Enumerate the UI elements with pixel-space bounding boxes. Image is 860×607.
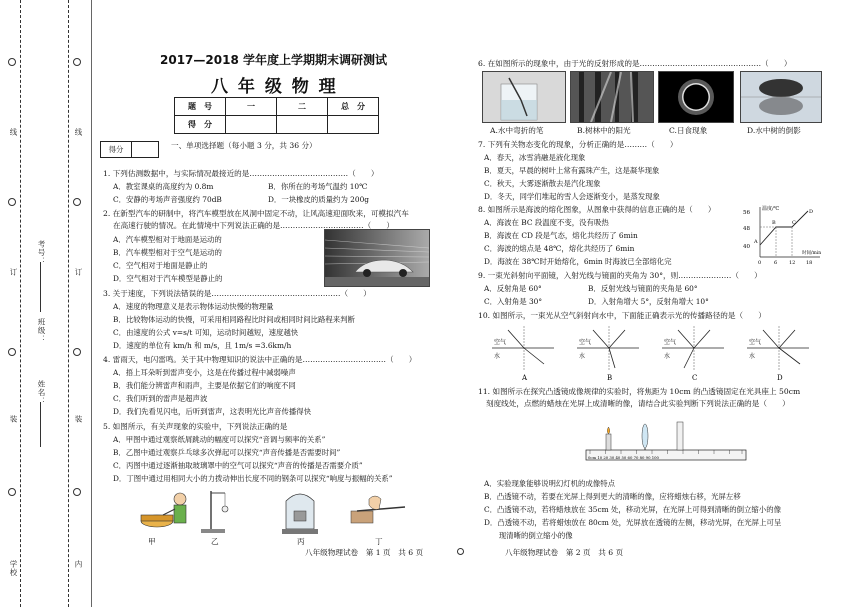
margin-line-mark: 线: [9, 128, 18, 137]
q1-option-d[interactable]: D．一块橡皮的质量约为 200g: [268, 195, 370, 204]
q5-option-c[interactable]: C．丙图中通过逐渐抽取玻璃罩中的空气可以探究“声音的传播是否需要介质”: [113, 461, 363, 470]
margin-bind-mark: 装: [9, 415, 18, 424]
q8-option-b[interactable]: B．海波在 CD 段是气态，熔化共经历了 6min: [484, 231, 638, 240]
question-9: 9. 一束光斜射向平面镜，入射光线与镜面的夹角为 30°，则…………………（ ）: [478, 271, 762, 280]
margin-line-mark-inner: 线: [74, 128, 83, 137]
q11-option-d-cont: 现清晰的倒立缩小的像: [484, 531, 573, 540]
q8-option-d[interactable]: D．海波在 38℃时开始熔化，6min 时海波已全部熔化完: [484, 257, 672, 266]
q5-tuning-fork-illustration: [197, 487, 233, 535]
binding-hole: [8, 58, 16, 66]
q10-diagram-d: [747, 326, 809, 370]
q3-option-d[interactable]: D．速度的单位有 km/h 和 m/s，且 1m/s =3.6km/h: [113, 341, 292, 350]
q2-option-c[interactable]: C．空气相对于地面是静止的: [113, 261, 208, 270]
question-4: 4. 雷雨天，电闪雷鸣。关于其中物理知识的说法中正确的是……………………………（ ）: [103, 355, 417, 364]
exam-no-field[interactable]: [40, 262, 42, 312]
binding-line-middle: [68, 0, 69, 607]
q10-air-label-a: 空气: [494, 339, 507, 346]
q11-option-c[interactable]: C．凸透镜不动，若将蜡烛放在 35cm 处，移动光屏，在光屏上可得到清晰的倒立缩小的像: [484, 505, 781, 514]
q10-label-a[interactable]: A: [522, 374, 528, 382]
q8-xtick-6: 6: [774, 260, 778, 265]
q2-option-d[interactable]: D．空气相对于汽车模型是静止的: [113, 274, 223, 283]
q7-option-d[interactable]: D．冬天，同学们堆起的雪人会逐渐变小，是蒸发现象: [484, 192, 660, 201]
page-center-mark: [457, 548, 464, 555]
q7-option-c[interactable]: C．秋天，大雾逐渐散去是汽化现象: [484, 179, 601, 188]
score-cell[interactable]: [226, 116, 277, 134]
q6-caption-c[interactable]: C.日食现象: [669, 126, 708, 135]
score-table-header: 二: [277, 98, 328, 116]
question-2-cont: 在高速行驶的情况。在此情境中下列说法正确的是……………………………（ ）: [113, 221, 394, 230]
question-11-cont: 刻度线处，点燃的蜡烛在光屏上成清晰的像，请结合此实验判断下列说法正确的是（ ）: [486, 399, 790, 408]
margin-inner-label: 内: [74, 560, 83, 569]
q8-ytick-40: 40: [743, 244, 750, 250]
q8-ytick-48: 48: [743, 226, 750, 232]
binding-hole: [73, 58, 81, 66]
exam-title: 2017—2018 学年度上学期期末调研测试: [160, 53, 387, 67]
q10-diagram-a: [492, 326, 554, 370]
q1-option-b[interactable]: B．你所在的考场气温约 10℃: [268, 182, 368, 191]
q10-diagram-b: [577, 326, 639, 370]
q5-drum-illustration: [135, 487, 195, 535]
q4-option-a[interactable]: A．捂上耳朵听到雷声变小，这是在传播过程中减弱噪声: [113, 368, 296, 377]
q6-caption-a[interactable]: A.水中弯折的笔: [490, 126, 544, 135]
q4-option-b[interactable]: B．我们能分辨雷声和雨声，主要是依据它们的响度不同: [113, 381, 296, 390]
class-label: 班级：: [37, 318, 46, 344]
q10-water-label-d: 水: [749, 353, 756, 360]
page-footer-left: 八年级物理试卷 第 1 页 共 6 页: [305, 548, 424, 557]
q6-photo-d: [740, 71, 822, 123]
q6-photo-c: [658, 71, 734, 123]
q2-option-a[interactable]: A．汽车模型相对于地面是运动的: [113, 235, 222, 244]
subject-title: 八 年 级 物 理: [211, 77, 338, 97]
q6-caption-d[interactable]: D.水中树的倒影: [747, 126, 801, 135]
q1-option-a[interactable]: A．教室课桌的高度约为 0.8m: [113, 182, 214, 191]
q5-option-a[interactable]: A．甲图中通过观察纸屑跳动的幅度可以探究“音调与频率的关系”: [113, 435, 326, 444]
question-11: 11. 如图所示在探究凸透镜成像规律的实验时，将焦距为 10cm 的凸透镜固定在光具座上 50cm: [478, 387, 801, 396]
q4-option-c[interactable]: C．我们听到的雷声是超声波: [113, 394, 208, 403]
q5-steel-ruler-illustration: [349, 487, 409, 535]
page-footer-right: 八年级物理试卷 第 2 页 共 6 页: [505, 548, 624, 557]
q8-ytick-56: 56: [743, 210, 750, 216]
binding-hole: [73, 198, 81, 206]
q11-option-d[interactable]: D．凸透镜不动，若将蜡烛放在 80cm 处，光屏放在透镜的左侧，移动光屏，在光屏上可呈: [484, 518, 782, 527]
q10-diagram-c: [662, 326, 724, 370]
q10-label-d[interactable]: D: [777, 374, 783, 382]
q9-option-b[interactable]: B．反射光线与镜面的夹角是 60°: [588, 284, 698, 293]
q3-option-b[interactable]: B．比较物体运动的快慢，可采用相同路程比时间或相同时间比路程来判断: [113, 315, 355, 324]
binding-hole: [73, 488, 81, 496]
binding-line-inner: [91, 0, 92, 607]
margin-bind-mark-inner: 装: [74, 415, 83, 424]
question-8: 8. 如图所示是海波的熔化图象，从图象中获得的信息正确的是（ ）: [478, 205, 716, 214]
score-table-header: 一: [226, 98, 277, 116]
section-heading: 一、单项选择题（每小题 3 分，共 36 分）: [171, 141, 317, 150]
q6-photo-a: [482, 71, 566, 123]
binding-hole: [8, 348, 16, 356]
binding-hole: [73, 348, 81, 356]
q8-option-a[interactable]: A．海波在 BC 段温度不变，没有吸热: [484, 218, 609, 227]
margin-school-label: 学校: [9, 560, 18, 577]
question-5: 5. 如图所示，有关声现象的实验中，下列说法正确的是: [103, 422, 288, 431]
question-3: 3. 关于速度，下列说法错误的是……………………………………………（ ）: [103, 289, 371, 298]
question-10: 10. 如图所示，一束光从空气斜射向水中，下面能正确表示光的传播路径的是（ ）: [478, 311, 766, 320]
question-6: 6. 在如图所示的现象中，由于光的反射形成的是…………………………………………（ ）: [478, 59, 792, 68]
q10-air-label-b: 空气: [579, 339, 592, 346]
q10-water-label-b: 水: [579, 353, 586, 360]
q7-option-a[interactable]: A．春天，冰雪消融是液化现象: [484, 153, 586, 162]
q5-label-bing: 丙: [297, 537, 305, 546]
section-score-cell[interactable]: [131, 141, 159, 158]
q5-label-ding: 丁: [375, 537, 383, 546]
wind-tunnel-photo: [324, 229, 430, 287]
score-table-header: 题 号: [175, 98, 226, 116]
q5-label-yi: 乙: [211, 537, 219, 546]
q8-option-c[interactable]: C．海波的熔点是 48℃，熔化共经历了 6min: [484, 244, 635, 253]
binding-hole: [8, 488, 16, 496]
q9-option-c[interactable]: C．入射角是 30°: [484, 297, 543, 306]
q5-label-jia: 甲: [148, 537, 156, 546]
score-cell[interactable]: [277, 116, 328, 134]
binding-line-outer: [20, 0, 21, 607]
name-field[interactable]: [40, 402, 42, 447]
question-2: 2. 在新型汽车的研制中，将汽车模型放在风洞中固定不动，让风高速迎面吹来，可模拟汽车: [103, 209, 409, 218]
q8-ylabel: 温度/℃: [762, 206, 780, 212]
q6-photo-b: [570, 71, 654, 123]
q11-option-b[interactable]: B．凸透镜不动，若要在光屏上得到更大的清晰的像，应将蜡烛右移，光屏左移: [484, 492, 741, 501]
q11-ruler-scale: 0cm 10 20 30 40 50 60 70 80 90 100: [588, 455, 659, 460]
q6-caption-b[interactable]: B.树林中的阳光: [577, 126, 631, 135]
score-cell[interactable]: [328, 116, 379, 134]
binding-hole: [8, 198, 16, 206]
q8-point-b: B: [772, 220, 776, 226]
q5-bell-jar-illustration: [280, 487, 320, 535]
margin-tie-mark: 订: [9, 268, 18, 277]
question-1: 1. 下列估测数据中，与实际情况最接近的是…………………………………（ ）: [103, 169, 379, 178]
q4-option-d[interactable]: D．我们先看见闪电，后听到雷声，这表明光比声音传播得快: [113, 407, 312, 416]
q9-option-a[interactable]: A．反射角是 60°: [484, 284, 542, 293]
q10-label-b[interactable]: B: [607, 374, 613, 382]
q3-option-a[interactable]: A．速度的物理意义是表示物体运动快慢的物理量: [113, 302, 274, 311]
q8-xtick-0: 0: [758, 260, 762, 265]
q11-option-a[interactable]: A．实验现象能够说明幻灯机的成像特点: [484, 479, 615, 488]
q8-xtick-12: 12: [789, 260, 796, 265]
score-table: [174, 97, 379, 134]
q8-point-c: C: [792, 220, 796, 226]
q9-option-d[interactable]: D．入射角增大 5°，反射角增大 10°: [588, 297, 709, 306]
q8-melting-graph: [742, 203, 824, 265]
section-score-label: 得分: [100, 141, 132, 158]
q1-option-c[interactable]: C．安静的考场声音强度约 70dB: [113, 195, 222, 204]
q10-air-label-c: 空气: [664, 339, 677, 346]
q10-air-label-d: 空气: [749, 339, 762, 346]
q5-option-b[interactable]: B．乙图中通过观察乒乓球多次弹起可以探究“声音传播是否需要时间”: [113, 448, 341, 457]
q5-option-d[interactable]: D．丁图中通过用相同大小的力拨动伸出长度不同的钢条可以探究“响度与振幅的关系”: [113, 474, 393, 483]
q10-water-label-a: 水: [494, 353, 501, 360]
q11-optical-bench: [582, 408, 752, 468]
q8-xtick-18: 18: [806, 260, 813, 265]
question-7: 7. 下列有关物态变化的现象，分析正确的是………（ ）: [478, 140, 678, 149]
q2-option-b[interactable]: B．汽车模型相对于空气是运动的: [113, 248, 222, 257]
q8-xlabel: 时间/min: [802, 251, 822, 256]
q10-refraction-diagrams: [482, 322, 822, 382]
q8-point-a: A: [754, 239, 758, 245]
exam-no-label: 考号：: [37, 240, 46, 266]
q10-water-label-c: 水: [664, 353, 671, 360]
q7-option-b[interactable]: B．夏天，早晨的树叶上常有露珠产生，这是凝华现象: [484, 166, 660, 175]
q10-label-c[interactable]: C: [692, 374, 698, 382]
margin-tie-mark-inner: 订: [74, 268, 83, 277]
q8-point-d: D: [809, 209, 814, 215]
score-table-header: 总 分: [328, 98, 379, 116]
score-row-label: 得 分: [175, 116, 226, 134]
q3-option-c[interactable]: C．由速度的公式 v=s/t 可知，运动时间越短，速度越快: [113, 328, 299, 337]
name-label: 姓名：: [37, 380, 46, 406]
